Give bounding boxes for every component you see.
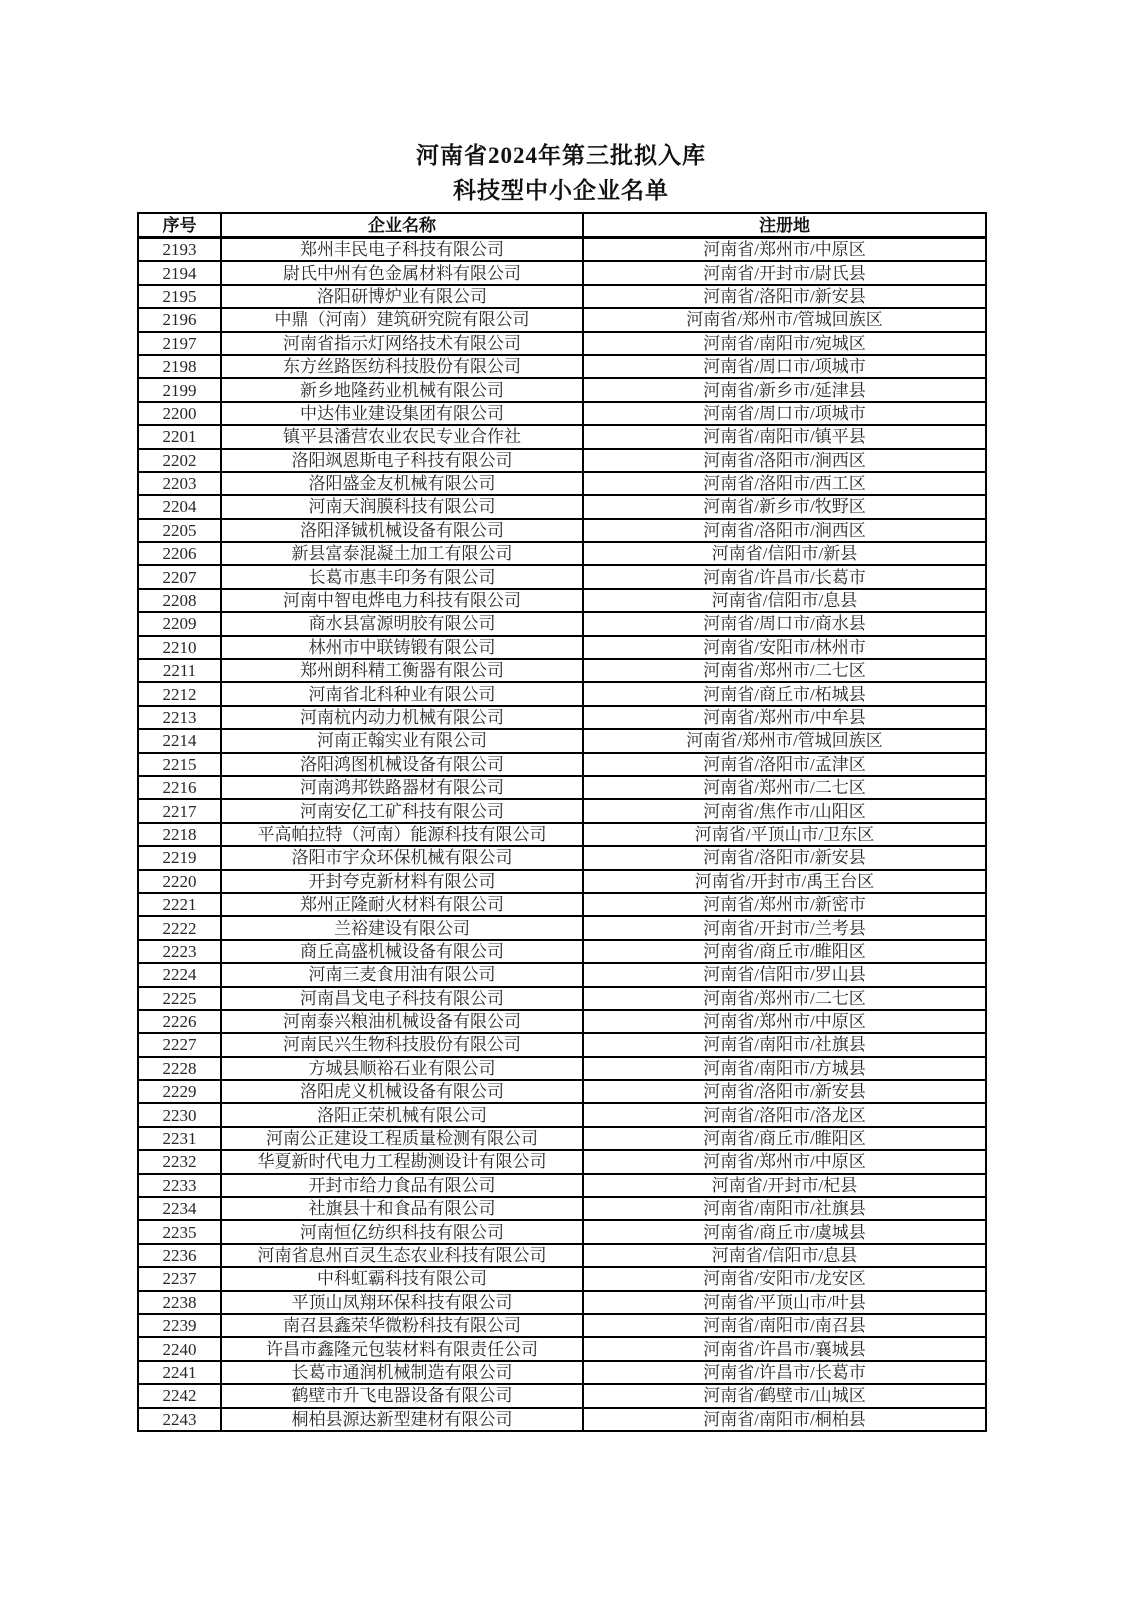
- row-company-cell: 新县富泰混凝土加工有限公司: [221, 542, 583, 565]
- table-row: [138, 1337, 986, 1360]
- row-location-cell: 河南省/洛阳市/洛龙区: [583, 1103, 986, 1126]
- row-serial-cell: 2232: [138, 1150, 221, 1173]
- table-row: [138, 589, 986, 612]
- row-location-cell: 河南省/商丘市/虞城县: [583, 1220, 986, 1243]
- row-location-cell: 河南省/郑州市/二七区: [583, 987, 986, 1010]
- row-serial-cell: 2201: [138, 425, 221, 448]
- row-location-cell: 河南省/郑州市/中原区: [583, 238, 986, 262]
- row-company-cell: 长葛市惠丰印务有限公司: [221, 565, 583, 588]
- row-location-cell: 河南省/新乡市/延津县: [583, 378, 986, 401]
- row-serial-cell: 2238: [138, 1291, 221, 1314]
- row-company-cell: 郑州正隆耐火材料有限公司: [221, 893, 583, 916]
- table-row: [138, 402, 986, 425]
- row-location-cell: 河南省/郑州市/中原区: [583, 1150, 986, 1173]
- row-serial-cell: 2193: [138, 238, 221, 262]
- table-row: [138, 1080, 986, 1103]
- row-company-cell: 洛阳正荣机械有限公司: [221, 1103, 583, 1126]
- table-row: [138, 612, 986, 635]
- row-serial-cell: 2197: [138, 332, 221, 355]
- row-serial-cell: 2203: [138, 472, 221, 495]
- table-row: [138, 893, 986, 916]
- table-row: [138, 776, 986, 799]
- row-serial-cell: 2206: [138, 542, 221, 565]
- row-company-cell: 河南天润膜科技有限公司: [221, 495, 583, 518]
- row-company-cell: 鹤壁市升飞电器设备有限公司: [221, 1384, 583, 1407]
- row-serial-cell: 2226: [138, 1010, 221, 1033]
- table-row: [138, 355, 986, 378]
- row-company-cell: 洛阳盛金友机械有限公司: [221, 472, 583, 495]
- row-serial-cell: 2227: [138, 1033, 221, 1056]
- row-company-cell: 南召县鑫荣华微粉科技有限公司: [221, 1314, 583, 1337]
- table-row: [138, 846, 986, 869]
- table-row: [138, 1244, 986, 1267]
- row-location-cell: 河南省/开封市/禹王台区: [583, 870, 986, 893]
- row-location-cell: 河南省/洛阳市/涧西区: [583, 449, 986, 472]
- row-company-cell: 商水县富源明胶有限公司: [221, 612, 583, 635]
- row-location-cell: 河南省/许昌市/襄城县: [583, 1337, 986, 1360]
- row-serial-cell: 2214: [138, 729, 221, 752]
- table-row: [138, 682, 986, 705]
- row-serial-cell: 2236: [138, 1244, 221, 1267]
- row-location-cell: 河南省/南阳市/社旗县: [583, 1033, 986, 1056]
- row-location-cell: 河南省/安阳市/林州市: [583, 636, 986, 659]
- row-location-cell: 河南省/郑州市/二七区: [583, 659, 986, 682]
- table-row: [138, 378, 986, 401]
- table-row: [138, 659, 986, 682]
- table-row: [138, 1033, 986, 1056]
- row-company-cell: 河南中智电烨电力科技有限公司: [221, 589, 583, 612]
- table-row: [138, 799, 986, 822]
- header-serial-number: 序号: [138, 213, 221, 238]
- row-company-cell: 许昌市鑫隆元包装材料有限责任公司: [221, 1337, 583, 1360]
- table-row: [138, 1361, 986, 1384]
- row-location-cell: 河南省/南阳市/桐柏县: [583, 1408, 986, 1431]
- table-row: [138, 495, 986, 518]
- row-location-cell: 河南省/郑州市/管城回族区: [583, 308, 986, 331]
- row-location-cell: 河南省/鹤壁市/山城区: [583, 1384, 986, 1407]
- row-serial-cell: 2200: [138, 402, 221, 425]
- table-row: [138, 1197, 986, 1220]
- table-row: [138, 1057, 986, 1080]
- row-location-cell: 河南省/南阳市/宛城区: [583, 332, 986, 355]
- document-title: [137, 138, 985, 208]
- table-row: [138, 1127, 986, 1150]
- row-company-cell: 洛阳鸿图机械设备有限公司: [221, 753, 583, 776]
- row-location-cell: 河南省/周口市/项城市: [583, 402, 986, 425]
- row-company-cell: 河南正翰实业有限公司: [221, 729, 583, 752]
- row-company-cell: 商丘高盛机械设备有限公司: [221, 940, 583, 963]
- row-company-cell: 河南杭内动力机械有限公司: [221, 706, 583, 729]
- row-serial-cell: 2207: [138, 565, 221, 588]
- table-row: [138, 1267, 986, 1290]
- row-company-cell: 河南省北科种业有限公司: [221, 682, 583, 705]
- table-row: [138, 285, 986, 308]
- row-company-cell: 平顶山凤翔环保科技有限公司: [221, 1291, 583, 1314]
- table-row: [138, 870, 986, 893]
- row-serial-cell: 2212: [138, 682, 221, 705]
- table-row: [138, 332, 986, 355]
- row-company-cell: 河南恒亿纺织科技有限公司: [221, 1220, 583, 1243]
- row-serial-cell: 2242: [138, 1384, 221, 1407]
- row-serial-cell: 2228: [138, 1057, 221, 1080]
- table-row: [138, 753, 986, 776]
- row-serial-cell: 2198: [138, 355, 221, 378]
- row-serial-cell: 2194: [138, 261, 221, 284]
- table-row: [138, 1103, 986, 1126]
- row-location-cell: 河南省/南阳市/方城县: [583, 1057, 986, 1080]
- row-company-cell: 方城县顺裕石业有限公司: [221, 1057, 583, 1080]
- row-location-cell: 河南省/平顶山市/卫东区: [583, 823, 986, 846]
- row-serial-cell: 2239: [138, 1314, 221, 1337]
- row-serial-cell: 2211: [138, 659, 221, 682]
- table-row: [138, 449, 986, 472]
- company-table: [137, 212, 987, 1432]
- row-serial-cell: 2241: [138, 1361, 221, 1384]
- row-location-cell: 河南省/平顶山市/叶县: [583, 1291, 986, 1314]
- table-header-row: [138, 213, 986, 238]
- row-company-cell: 河南昌戈电子科技有限公司: [221, 987, 583, 1010]
- row-company-cell: 河南省指示灯网络技术有限公司: [221, 332, 583, 355]
- row-serial-cell: 2209: [138, 612, 221, 635]
- table-row: [138, 729, 986, 752]
- row-serial-cell: 2234: [138, 1197, 221, 1220]
- row-company-cell: 河南泰兴粮油机械设备有限公司: [221, 1010, 583, 1033]
- row-location-cell: 河南省/洛阳市/孟津区: [583, 753, 986, 776]
- row-location-cell: 河南省/信阳市/罗山县: [583, 963, 986, 986]
- table-row: [138, 916, 986, 939]
- row-company-cell: 镇平县潘营农业农民专业合作社: [221, 425, 583, 448]
- table-row: [138, 472, 986, 495]
- row-serial-cell: 2199: [138, 378, 221, 401]
- row-company-cell: 郑州朗科精工衡器有限公司: [221, 659, 583, 682]
- row-location-cell: 河南省/开封市/杞县: [583, 1174, 986, 1197]
- row-company-cell: 河南民兴生物科技股份有限公司: [221, 1033, 583, 1056]
- row-serial-cell: 2210: [138, 636, 221, 659]
- row-serial-cell: 2216: [138, 776, 221, 799]
- table-row: [138, 1220, 986, 1243]
- row-location-cell: 河南省/信阳市/新县: [583, 542, 986, 565]
- row-serial-cell: 2231: [138, 1127, 221, 1150]
- row-location-cell: 河南省/郑州市/新密市: [583, 893, 986, 916]
- table-body: [138, 238, 986, 1431]
- row-company-cell: 开封市给力食品有限公司: [221, 1174, 583, 1197]
- table-row: [138, 261, 986, 284]
- row-serial-cell: 2243: [138, 1408, 221, 1431]
- table-row: [138, 565, 986, 588]
- row-serial-cell: 2233: [138, 1174, 221, 1197]
- row-location-cell: 河南省/商丘市/睢阳区: [583, 1127, 986, 1150]
- row-serial-cell: 2221: [138, 893, 221, 916]
- row-serial-cell: 2215: [138, 753, 221, 776]
- table-row: [138, 1174, 986, 1197]
- row-serial-cell: 2205: [138, 519, 221, 542]
- row-location-cell: 河南省/商丘市/睢阳区: [583, 940, 986, 963]
- title-line-2: 科技型中小企业名单: [453, 178, 669, 203]
- row-location-cell: 河南省/焦作市/山阳区: [583, 799, 986, 822]
- row-serial-cell: 2235: [138, 1220, 221, 1243]
- row-serial-cell: 2224: [138, 963, 221, 986]
- row-company-cell: 洛阳飒恩斯电子科技有限公司: [221, 449, 583, 472]
- row-serial-cell: 2202: [138, 449, 221, 472]
- row-serial-cell: 2240: [138, 1337, 221, 1360]
- row-company-cell: 东方丝路医纺科技股份有限公司: [221, 355, 583, 378]
- row-serial-cell: 2196: [138, 308, 221, 331]
- row-location-cell: 河南省/洛阳市/新安县: [583, 1080, 986, 1103]
- row-location-cell: 河南省/许昌市/长葛市: [583, 565, 986, 588]
- row-location-cell: 河南省/新乡市/牧野区: [583, 495, 986, 518]
- row-company-cell: 郑州丰民电子科技有限公司: [221, 238, 583, 262]
- row-location-cell: 河南省/开封市/尉氏县: [583, 261, 986, 284]
- row-location-cell: 河南省/周口市/商水县: [583, 612, 986, 635]
- row-company-cell: 河南三麦食用油有限公司: [221, 963, 583, 986]
- row-serial-cell: 2213: [138, 706, 221, 729]
- row-serial-cell: 2220: [138, 870, 221, 893]
- row-location-cell: 河南省/郑州市/中牟县: [583, 706, 986, 729]
- row-location-cell: 河南省/安阳市/龙安区: [583, 1267, 986, 1290]
- table-row: [138, 1314, 986, 1337]
- row-company-cell: 河南安亿工矿科技有限公司: [221, 799, 583, 822]
- table-row: [138, 1291, 986, 1314]
- row-location-cell: 河南省/南阳市/南召县: [583, 1314, 986, 1337]
- row-company-cell: 华夏新时代电力工程勘测设计有限公司: [221, 1150, 583, 1173]
- row-location-cell: 河南省/南阳市/镇平县: [583, 425, 986, 448]
- table-row: [138, 542, 986, 565]
- table-row: [138, 238, 986, 262]
- row-company-cell: 洛阳研博炉业有限公司: [221, 285, 583, 308]
- row-location-cell: 河南省/周口市/项城市: [583, 355, 986, 378]
- row-company-cell: 林州市中联铸锻有限公司: [221, 636, 583, 659]
- table-row: [138, 987, 986, 1010]
- row-location-cell: 河南省/商丘市/柘城县: [583, 682, 986, 705]
- row-serial-cell: 2217: [138, 799, 221, 822]
- row-company-cell: 河南省息州百灵生态农业科技有限公司: [221, 1244, 583, 1267]
- row-company-cell: 尉氏中州有色金属材料有限公司: [221, 261, 583, 284]
- table-row: [138, 1408, 986, 1431]
- header-company-name: 企业名称: [221, 213, 583, 238]
- row-serial-cell: 2222: [138, 916, 221, 939]
- row-serial-cell: 2225: [138, 987, 221, 1010]
- row-location-cell: 河南省/洛阳市/新安县: [583, 846, 986, 869]
- title-line-1: 河南省2024年第三批拟入库: [416, 143, 706, 168]
- row-serial-cell: 2218: [138, 823, 221, 846]
- row-company-cell: 洛阳泽铖机械设备有限公司: [221, 519, 583, 542]
- table-row: [138, 636, 986, 659]
- row-company-cell: 社旗县十和食品有限公司: [221, 1197, 583, 1220]
- table-row: [138, 519, 986, 542]
- row-serial-cell: 2229: [138, 1080, 221, 1103]
- row-company-cell: 中鼎（河南）建筑研究院有限公司: [221, 308, 583, 331]
- row-location-cell: 河南省/许昌市/长葛市: [583, 1361, 986, 1384]
- table-row: [138, 963, 986, 986]
- row-location-cell: 河南省/开封市/兰考县: [583, 916, 986, 939]
- row-company-cell: 河南公正建设工程质量检测有限公司: [221, 1127, 583, 1150]
- row-company-cell: 兰裕建设有限公司: [221, 916, 583, 939]
- row-company-cell: 洛阳虎义机械设备有限公司: [221, 1080, 583, 1103]
- row-location-cell: 河南省/洛阳市/新安县: [583, 285, 986, 308]
- table-row: [138, 425, 986, 448]
- row-location-cell: 河南省/洛阳市/涧西区: [583, 519, 986, 542]
- table-row: [138, 706, 986, 729]
- table-row: [138, 1010, 986, 1033]
- row-serial-cell: 2237: [138, 1267, 221, 1290]
- row-company-cell: 中达伟业建设集团有限公司: [221, 402, 583, 425]
- row-location-cell: 河南省/郑州市/管城回族区: [583, 729, 986, 752]
- row-company-cell: 新乡地隆药业机械有限公司: [221, 378, 583, 401]
- row-company-cell: 洛阳市宇众环保机械有限公司: [221, 846, 583, 869]
- row-company-cell: 平高帕拉特（河南）能源科技有限公司: [221, 823, 583, 846]
- row-company-cell: 中科虹霸科技有限公司: [221, 1267, 583, 1290]
- row-serial-cell: 2219: [138, 846, 221, 869]
- row-serial-cell: 2208: [138, 589, 221, 612]
- row-company-cell: 桐柏县源达新型建材有限公司: [221, 1408, 583, 1431]
- row-serial-cell: 2195: [138, 285, 221, 308]
- table-row: [138, 823, 986, 846]
- row-serial-cell: 2204: [138, 495, 221, 518]
- table-row: [138, 1150, 986, 1173]
- row-company-cell: 长葛市通润机械制造有限公司: [221, 1361, 583, 1384]
- row-company-cell: 开封夸克新材料有限公司: [221, 870, 583, 893]
- row-location-cell: 河南省/郑州市/二七区: [583, 776, 986, 799]
- row-serial-cell: 2230: [138, 1103, 221, 1126]
- row-serial-cell: 2223: [138, 940, 221, 963]
- table-row: [138, 940, 986, 963]
- row-location-cell: 河南省/洛阳市/西工区: [583, 472, 986, 495]
- row-location-cell: 河南省/信阳市/息县: [583, 1244, 986, 1267]
- table-row: [138, 1384, 986, 1407]
- header-registered-location: 注册地: [583, 213, 986, 238]
- row-location-cell: 河南省/信阳市/息县: [583, 589, 986, 612]
- row-location-cell: 河南省/南阳市/社旗县: [583, 1197, 986, 1220]
- row-location-cell: 河南省/郑州市/中原区: [583, 1010, 986, 1033]
- table-row: [138, 308, 986, 331]
- row-company-cell: 河南鸿邦铁路器材有限公司: [221, 776, 583, 799]
